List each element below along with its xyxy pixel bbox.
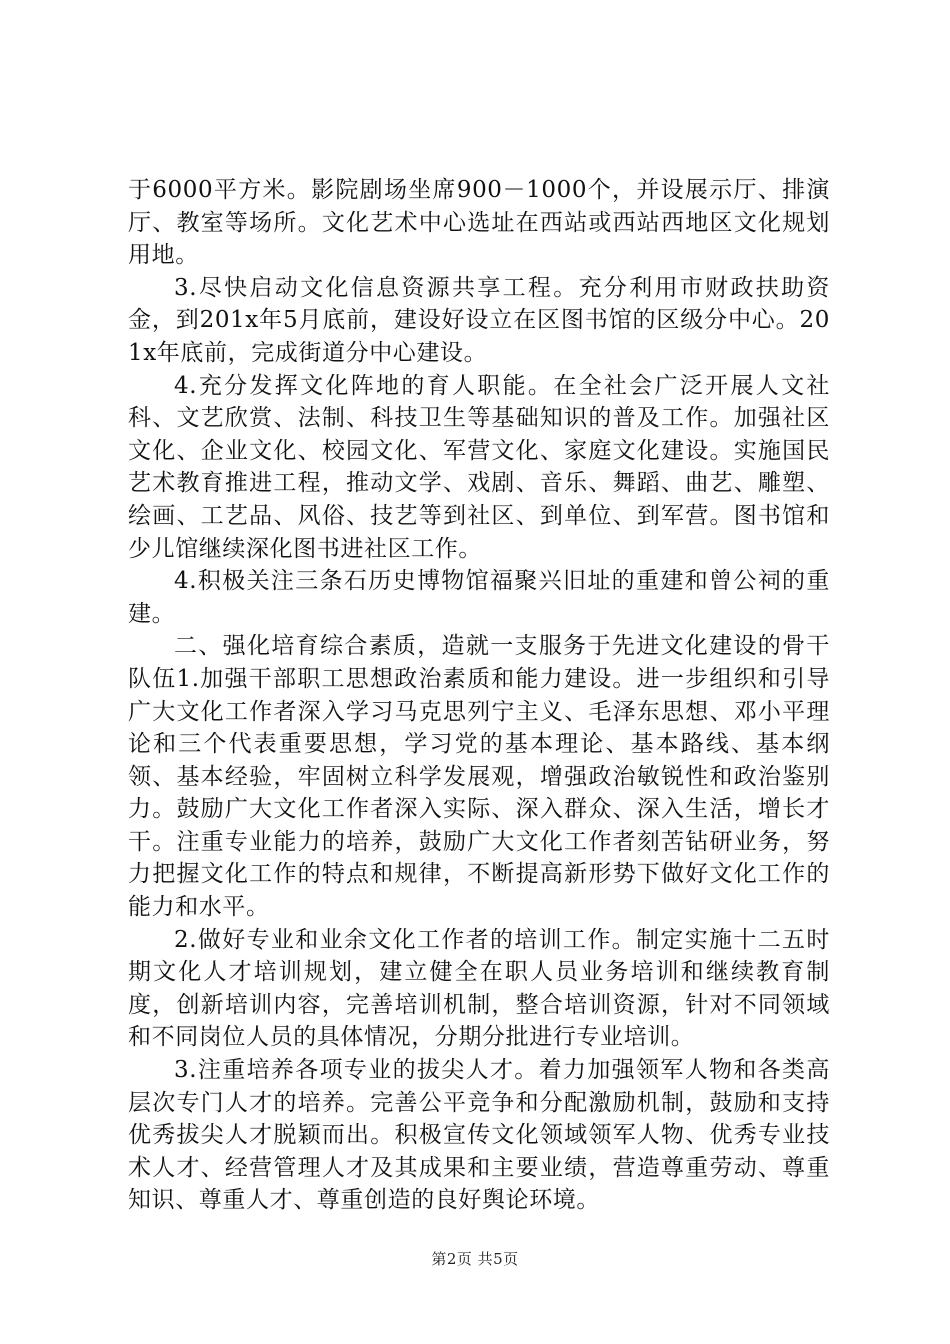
paragraph-item-3-top-talent: 3.注重培养各项专业的拔尖人才。着力加强领军人物和各类高层次专门人才的培养。完善公平竞争和分配激励机制，鼓励和支持优秀拔尖人才脱颖而出。积极宣传文化领域领军人物、优秀专业技术人才、经营管理人才及其成果和主要业绩，营造尊重劳动、尊重知识、尊重人才、尊重创造的良好舆论环境。 [128,1057,830,1214]
paragraph-item-4-education-function: 4.充分发挥文化阵地的育人职能。在全社会广泛开展人文社科、文艺欣赏、法制、科技卫生等基础知识的普及工作。加强社区文化、企业文化、校园文化、军营文化、家庭文化建设。实施国民艺术教育推进工程，推动文学、戏剧、音乐、舞蹈、曲艺、雕塑、绘画、工艺品、风俗、技艺等到社区、到单位、到军营。图书馆和少儿馆继续深化图书进社区工作。 [128,372,830,562]
paragraph-continuation: 于6000平方米。影院剧场坐席900－1000个，并设展示厅、排演厅、教室等场所。文化艺术中心选址在西站或西站西地区文化规划用地。 [128,177,830,269]
page-number-footer: 第2页 共5页 [431,1250,519,1268]
paragraph-item-2-training: 2.做好专业和业余文化工作者的培训工作。制定实施十二五时期文化人才培训规划，建立健全在职人员业务培训和继续教育制度，创新培训内容，完善培训机制，整合培训资源，针对不同领域和不同岗位人员的具体情况，分期分批进行专业培训。 [128,926,830,1051]
document-body [128,174,830,1217]
paragraph-item-4-museum-rebuild: 4.积极关注三条石历史博物馆福聚兴旧址的重建和曾公祠的重建。 [128,568,830,627]
paragraph-item-3-info-sharing: 3.尽快启动文化信息资源共享工程。充分利用市财政扶助资金，到201x年5月底前，建设好设立在区图书馆的区级分中心。201x年底前，完成街道分中心建设。 [128,274,830,366]
paragraph-section-2-team-building: 二、强化培育综合素质，造就一支服务于先进文化建设的骨干队伍1.加强干部职工思想政治素质和能力建设。进一步组织和引导广大文化工作者深入学习马克思列宁主义、毛泽东思想、邓小平理论和三个代表重要思想，学习党的基本理论、基本路线、基本纲领、基本经验，牢固树立科学发展观，增强政治敏锐性和政治鉴别力。鼓励广大文化工作者深入实际、深入群众、深入生活，增长才干。注重专业能力的培养，鼓励广大文化工作者刻苦钻研业务，努力把握文化工作的特点和规律，不断提高新形势下做好文化工作的能力和水平。 [128,633,830,921]
